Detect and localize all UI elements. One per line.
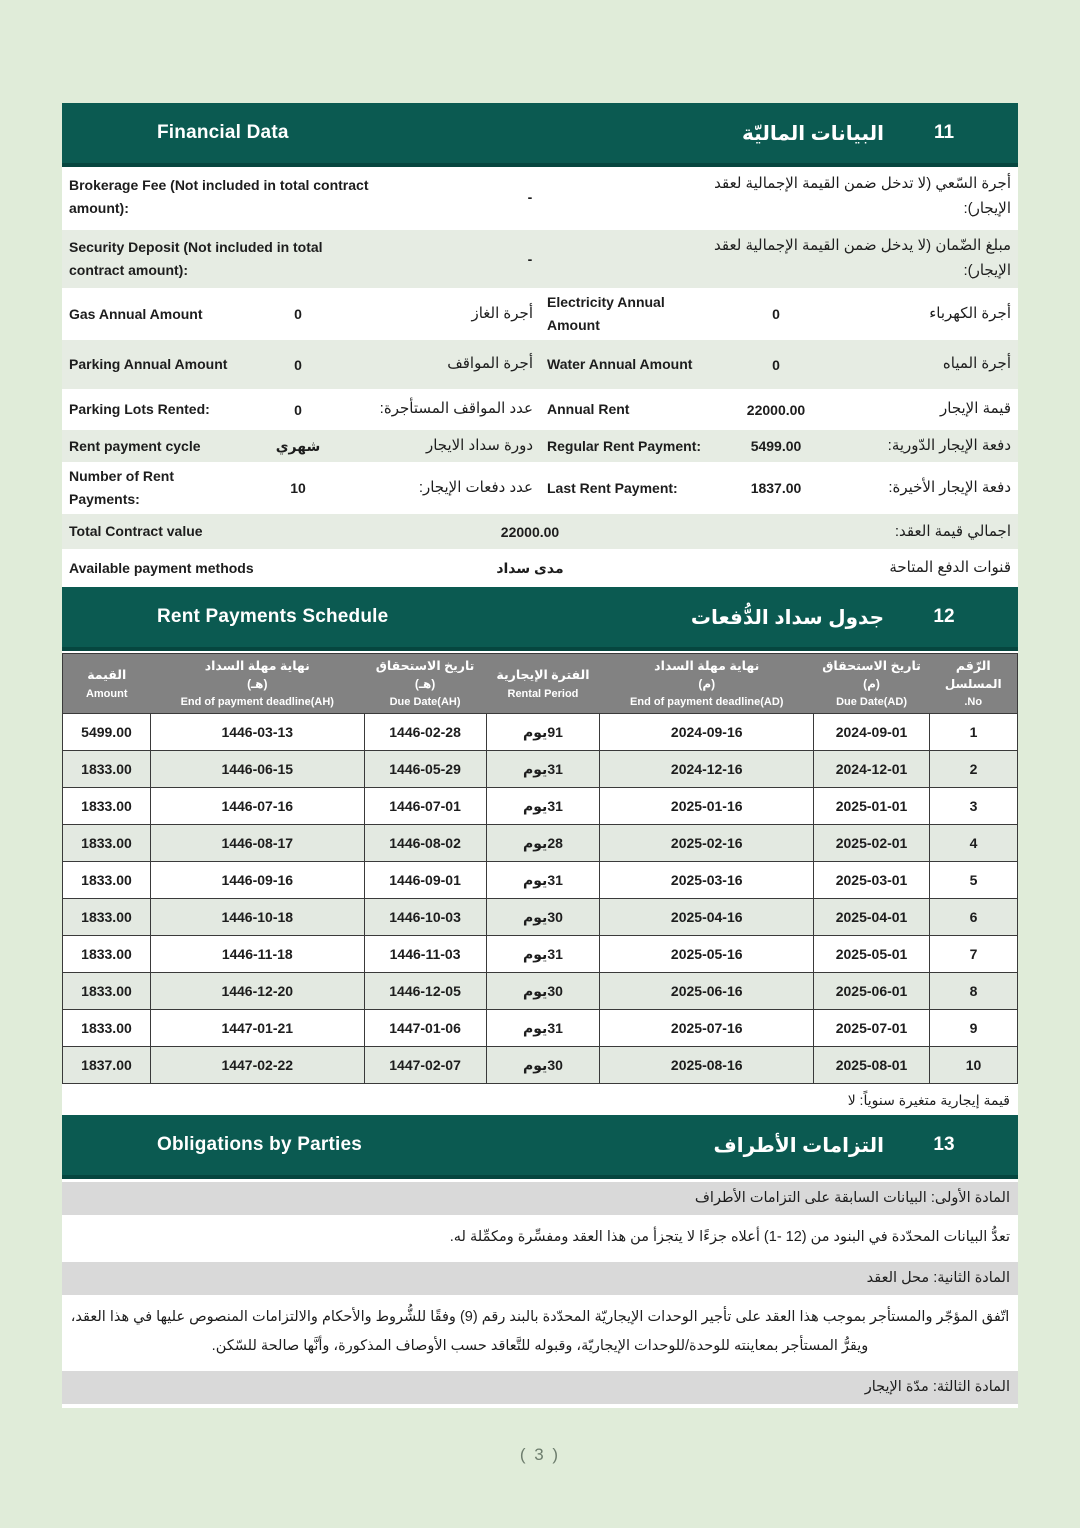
clause-article-2-title: المادة الثانية: محل العقد bbox=[62, 1262, 1018, 1295]
row-cycle-regularpayment bbox=[62, 430, 1018, 465]
obligations-title-en: Obligations by Parties bbox=[157, 1134, 363, 1156]
rental-period-cell: 30يوم bbox=[486, 1047, 600, 1084]
due-date-ad-cell: 2025-01-01 bbox=[814, 788, 930, 825]
amount-cell: 1833.00 bbox=[63, 751, 151, 788]
col-end-deadline-ad: نهاية مهلة السداد (م) End of payment deadline(AD) bbox=[600, 654, 814, 714]
regular-payment-label-ar: دفعة الإيجار الدّورية: bbox=[887, 436, 1011, 454]
electricity-annual-value: 0 bbox=[772, 306, 780, 323]
due-date-ad-cell: 2025-03-01 bbox=[814, 862, 930, 899]
end-deadline-ah-cell: 1446-07-16 bbox=[150, 788, 364, 825]
serial-no-cell: 3 bbox=[930, 788, 1018, 825]
end-deadline-ad-cell: 2025-04-16 bbox=[600, 899, 814, 936]
num-payments-value: 10 bbox=[290, 480, 306, 497]
end-deadline-ad-cell: 2025-01-16 bbox=[600, 788, 814, 825]
col-due-date-ah: تاريخ الاستحقاق (هـ) Due Date(AH) bbox=[364, 654, 486, 714]
rental-period-cell: 31يوم bbox=[486, 936, 600, 973]
amount-cell: 1833.00 bbox=[63, 899, 151, 936]
serial-no-cell: 1 bbox=[930, 714, 1018, 751]
due-date-ah-cell: 1446-07-01 bbox=[364, 788, 486, 825]
row-brokerage-fee bbox=[62, 167, 1018, 230]
due-date-ad-cell: 2024-12-01 bbox=[814, 751, 930, 788]
num-payments-group bbox=[62, 465, 540, 511]
due-date-ad-cell: 2025-08-01 bbox=[814, 1047, 930, 1084]
schedule-title-en: Rent Payments Schedule bbox=[157, 606, 389, 628]
annual-rent-group bbox=[540, 397, 1018, 422]
payment-row bbox=[63, 899, 1018, 936]
regular-payment-label-en: Regular Rent Payment: bbox=[547, 437, 702, 454]
end-deadline-ad-cell: 2025-03-16 bbox=[600, 862, 814, 899]
rent-cycle-group bbox=[62, 434, 540, 459]
end-deadline-ad-cell: 2025-08-16 bbox=[600, 1047, 814, 1084]
electricity-annual-group bbox=[540, 291, 1018, 337]
last-payment-group bbox=[540, 476, 1018, 501]
rental-period-cell: 28يوم bbox=[486, 825, 600, 862]
serial-no-cell: 4 bbox=[930, 825, 1018, 862]
clause-article-2-body: اتّفق المؤجّر والمستأجر بموجب هذا العقد على تأجير الوحدات الإيجاريّة المحدّدة بالبند رقم (9) وفقًا للشُّروط والأحكام والالتزامات المنصوص عليها في هذا العقد، ويقرُّ المستأجر بمعاينته للوحدة/للوحدات الإيجاريّة، وقبوله للتَّعاقد حسب الأوصاف المذكورة، وأنَّها صالحة للسّكن. bbox=[62, 1295, 1018, 1368]
row-numpayments-lastpayment bbox=[62, 465, 1018, 514]
rental-period-cell: 31يوم bbox=[486, 862, 600, 899]
payment-methods-value: مدى سداد bbox=[496, 559, 564, 576]
financial-section-number: 11 bbox=[933, 122, 955, 143]
amount-cell: 1833.00 bbox=[63, 1010, 151, 1047]
gas-annual-label-en: Gas Annual Amount bbox=[69, 305, 203, 322]
rent-cycle-label-ar: دورة سداد الايجار bbox=[425, 436, 533, 454]
payment-row bbox=[63, 751, 1018, 788]
annual-rent-label-ar: قيمة الإيجار bbox=[940, 400, 1011, 418]
due-date-ad-cell: 2024-09-01 bbox=[814, 714, 930, 751]
financial-title-ar: البيانات الماليّة bbox=[742, 122, 884, 145]
rental-period-cell: 30يوم bbox=[486, 973, 600, 1010]
col-amount: القيمة Amount bbox=[63, 654, 151, 714]
rental-period-cell: 31يوم bbox=[486, 751, 600, 788]
end-deadline-ah-cell: 1446-12-20 bbox=[150, 973, 364, 1010]
serial-no-cell: 10 bbox=[930, 1047, 1018, 1084]
contract-page-card bbox=[62, 103, 1018, 1408]
gas-annual-value: 0 bbox=[294, 306, 302, 323]
payment-row bbox=[63, 825, 1018, 862]
payment-methods-label-ar: قنوات الدفع المتاحة bbox=[889, 559, 1011, 576]
financial-section-header bbox=[62, 103, 1018, 167]
due-date-ah-cell: 1447-01-06 bbox=[364, 1010, 486, 1047]
serial-no-cell: 2 bbox=[930, 751, 1018, 788]
security-deposit-label-ar: مبلغ الضّمان (لا يدخل ضمن القيمة الإجمالية لعقد الإيجار): bbox=[714, 237, 1011, 279]
parking-lots-value: 0 bbox=[294, 401, 302, 418]
brokerage-fee-label-ar: أجرة السّعي (لا تدخل ضمن القيمة الإجمالية لعقد الإيجار): bbox=[714, 175, 1011, 217]
amount-cell: 1833.00 bbox=[63, 862, 151, 899]
payments-schedule-table bbox=[62, 653, 1018, 1084]
payments-table-head bbox=[63, 654, 1018, 714]
col-serial-no: الرّقم المسلسل .No bbox=[930, 654, 1018, 714]
payment-row bbox=[63, 714, 1018, 751]
brokerage-fee-value: - bbox=[527, 189, 533, 205]
amount-cell: 1833.00 bbox=[63, 973, 151, 1010]
last-payment-value: 1837.00 bbox=[750, 480, 802, 497]
rental-period-cell: 91يوم bbox=[486, 714, 600, 751]
end-deadline-ah-cell: 1446-08-17 bbox=[150, 825, 364, 862]
col-rental-period: الفترة الإيجارية Rental Period bbox=[486, 654, 600, 714]
due-date-ad-cell: 2025-06-01 bbox=[814, 973, 930, 1010]
total-contract-value: 22000.00 bbox=[500, 523, 560, 540]
serial-no-cell: 8 bbox=[930, 973, 1018, 1010]
due-date-ah-cell: 1446-09-01 bbox=[364, 862, 486, 899]
parking-annual-value: 0 bbox=[294, 356, 302, 373]
serial-no-cell: 6 bbox=[930, 899, 1018, 936]
row-security-deposit bbox=[62, 230, 1018, 291]
amount-cell: 1833.00 bbox=[63, 788, 151, 825]
parking-annual-label-ar: أجرة المواقف bbox=[447, 355, 533, 373]
payment-row bbox=[63, 1010, 1018, 1047]
clause-article-1-body: تعدُّ البيانات المحدّدة في البنود من ⁦(1- 12)⁩ أعلاه جزءًا لا يتجزأ من هذا العقد ومفسِّرة ومكمِّلة له. bbox=[62, 1215, 1018, 1259]
total-contract-label-en: Total Contract value bbox=[69, 523, 203, 540]
annual-rent-label-en: Annual Rent bbox=[547, 401, 630, 418]
amount-cell: 1833.00 bbox=[63, 825, 151, 862]
parking-annual-group bbox=[62, 352, 540, 377]
regular-payment-group bbox=[540, 434, 1018, 459]
row-total-contract-value bbox=[62, 514, 1018, 552]
rent-cycle-label-en: Rent payment cycle bbox=[69, 437, 201, 454]
amount-cell: 1833.00 bbox=[63, 936, 151, 973]
rental-period-cell: 30يوم bbox=[486, 899, 600, 936]
num-payments-label-en: Number of Rent Payments: bbox=[69, 468, 174, 508]
parking-lots-label-ar: عدد المواقف المستأجرة: bbox=[379, 400, 533, 418]
row-gas-electricity bbox=[62, 291, 1018, 340]
annual-rent-value: 22000.00 bbox=[746, 401, 806, 418]
due-date-ah-cell: 1446-05-29 bbox=[364, 751, 486, 788]
parking-lots-group bbox=[62, 397, 540, 422]
financial-title-en: Financial Data bbox=[157, 122, 289, 143]
schedule-section-number: 12 bbox=[933, 606, 955, 628]
serial-no-cell: 5 bbox=[930, 862, 1018, 899]
due-date-ah-cell: 1446-02-28 bbox=[364, 714, 486, 751]
end-deadline-ah-cell: 1446-11-18 bbox=[150, 936, 364, 973]
electricity-annual-label-en: Electricity Annual Amount bbox=[547, 294, 665, 334]
brokerage-fee-label-en: Brokerage Fee (Not included in total contract amount): bbox=[69, 176, 369, 216]
water-annual-label-ar: أجرة المياه bbox=[942, 355, 1011, 373]
amount-cell: 1837.00 bbox=[63, 1047, 151, 1084]
end-deadline-ad-cell: 2025-07-16 bbox=[600, 1010, 814, 1047]
row-parkinglots-annualrent bbox=[62, 392, 1018, 430]
end-deadline-ad-cell: 2025-06-16 bbox=[600, 973, 814, 1010]
security-deposit-value: - bbox=[527, 251, 533, 267]
due-date-ah-cell: 1446-08-02 bbox=[364, 825, 486, 862]
col-due-date-ad: تاريخ الاستحقاق (م) Due Date(AD) bbox=[814, 654, 930, 714]
electricity-annual-label-ar: أجرة الكهرباء bbox=[929, 304, 1011, 322]
end-deadline-ah-cell: 1447-02-22 bbox=[150, 1047, 364, 1084]
schedule-title-ar: جدول سداد الدُّفعات bbox=[690, 606, 884, 629]
regular-payment-value: 5499.00 bbox=[750, 438, 802, 455]
payments-table-body bbox=[63, 714, 1018, 1084]
rent-cycle-value: شهري bbox=[275, 437, 321, 454]
end-deadline-ah-cell: 1446-10-18 bbox=[150, 899, 364, 936]
rental-period-cell: 31يوم bbox=[486, 788, 600, 825]
end-deadline-ah-cell: 1447-01-21 bbox=[150, 1010, 364, 1047]
due-date-ah-cell: 1446-10-03 bbox=[364, 899, 486, 936]
clause-article-1-title: المادة الأولى: البيانات السابقة على التزامات الأطراف bbox=[62, 1182, 1018, 1215]
payment-methods-label-en: Available payment methods bbox=[69, 559, 254, 576]
gas-annual-label-ar: أجرة الغاز bbox=[471, 304, 533, 322]
variable-rent-note: قيمة إيجارية متغيرة سنوياً: لا bbox=[62, 1084, 1018, 1115]
due-date-ad-cell: 2025-05-01 bbox=[814, 936, 930, 973]
end-deadline-ah-cell: 1446-06-15 bbox=[150, 751, 364, 788]
due-date-ah-cell: 1447-02-07 bbox=[364, 1047, 486, 1084]
last-payment-label-en: Last Rent Payment: bbox=[547, 479, 678, 496]
due-date-ad-cell: 2025-07-01 bbox=[814, 1010, 930, 1047]
gas-annual-group bbox=[62, 302, 540, 327]
amount-cell: 5499.00 bbox=[63, 714, 151, 751]
payment-row bbox=[63, 862, 1018, 899]
end-deadline-ah-cell: 1446-09-16 bbox=[150, 862, 364, 899]
payment-row bbox=[63, 788, 1018, 825]
due-date-ad-cell: 2025-04-01 bbox=[814, 899, 930, 936]
payment-row bbox=[63, 1047, 1018, 1084]
due-date-ad-cell: 2025-02-01 bbox=[814, 825, 930, 862]
last-payment-label-ar: دفعة الإيجار الأخيرة: bbox=[888, 478, 1011, 496]
page-number: ( 3 ) bbox=[519, 1445, 561, 1464]
rental-period-cell: 31يوم bbox=[486, 1010, 600, 1047]
num-payments-label-ar: عدد دفعات الإيجار: bbox=[418, 478, 533, 496]
parking-lots-label-en: Parking Lots Rented: bbox=[69, 401, 210, 418]
serial-no-cell: 7 bbox=[930, 936, 1018, 973]
end-deadline-ad-cell: 2024-09-16 bbox=[600, 714, 814, 751]
serial-no-cell: 9 bbox=[930, 1010, 1018, 1047]
end-deadline-ad-cell: 2024-12-16 bbox=[600, 751, 814, 788]
row-payment-methods bbox=[62, 552, 1018, 587]
end-deadline-ad-cell: 2025-02-16 bbox=[600, 825, 814, 862]
end-deadline-ah-cell: 1446-03-13 bbox=[150, 714, 364, 751]
parking-annual-label-en: Parking Annual Amount bbox=[69, 356, 228, 373]
end-deadline-ad-cell: 2025-05-16 bbox=[600, 936, 814, 973]
obligations-section-header bbox=[62, 1115, 1018, 1179]
col-end-deadline-ah: نهاية مهلة السداد (هـ) End of payment deadline(AH) bbox=[150, 654, 364, 714]
payment-row bbox=[63, 973, 1018, 1010]
security-deposit-label-en: Security Deposit (Not included in total contract amount): bbox=[69, 238, 323, 278]
water-annual-value: 0 bbox=[772, 356, 780, 373]
obligations-section-number: 13 bbox=[933, 1134, 955, 1156]
total-contract-label-ar: اجمالي قيمة العقد: bbox=[894, 522, 1011, 540]
due-date-ah-cell: 1446-11-03 bbox=[364, 936, 486, 973]
due-date-ah-cell: 1446-12-05 bbox=[364, 973, 486, 1010]
water-annual-group bbox=[540, 352, 1018, 377]
row-parking-water bbox=[62, 340, 1018, 392]
payment-row bbox=[63, 936, 1018, 973]
clause-article-3-title: المادة الثالثة: مدّة الإيجار bbox=[62, 1371, 1018, 1404]
obligations-title-ar: التزامات الأطراف bbox=[713, 1134, 884, 1157]
schedule-section-header bbox=[62, 587, 1018, 651]
water-annual-label-en: Water Annual Amount bbox=[547, 356, 693, 373]
